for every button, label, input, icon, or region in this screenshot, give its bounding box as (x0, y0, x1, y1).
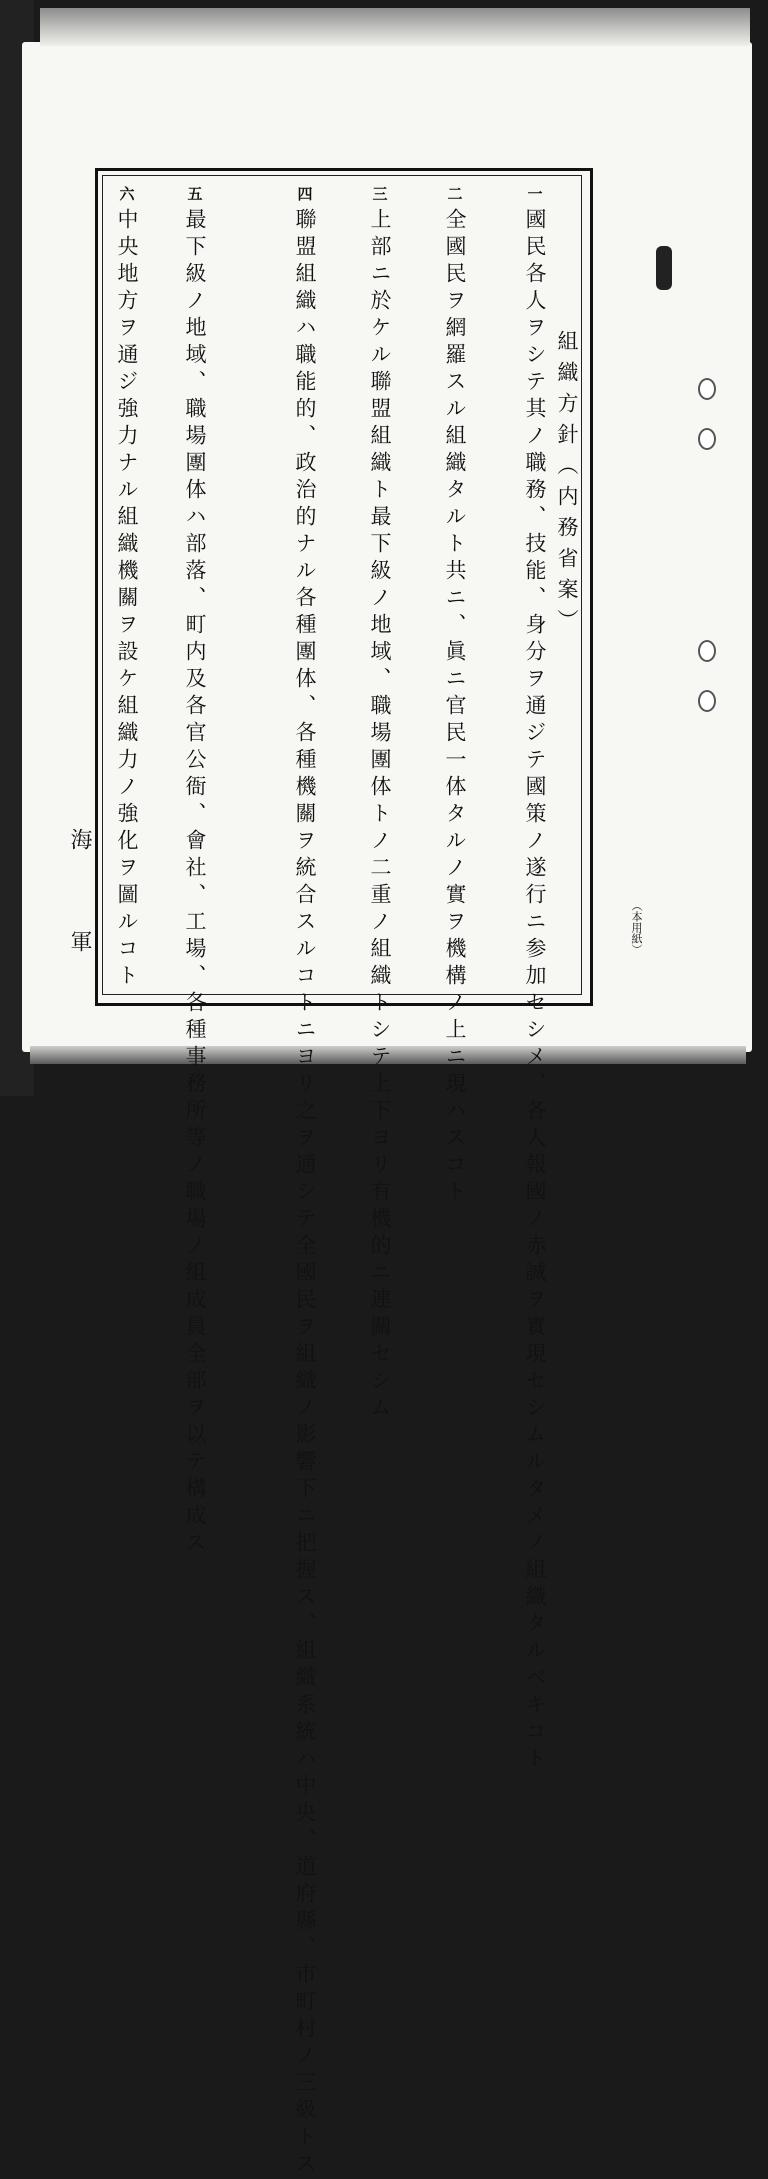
item-number: 一 (527, 185, 543, 203)
document-frame-inner (102, 175, 582, 995)
item-1 (520, 183, 550, 1774)
item-text: 上部ニ於ケル聯盟組織ト最下級ノ地域、職場團体トノ二重ノ組織トシテ上下ヨリ有機的ニ連關セシム (368, 208, 392, 1423)
item-text: 中央地方ヲ通ジ強力ナル組織機關ヲ設ケ組織力ノ強化ヲ圖ルコト (115, 208, 139, 991)
item-2 (440, 183, 470, 1207)
navy-stamp-2: 軍 (67, 930, 92, 952)
binding-hole-4 (698, 690, 716, 712)
document-title-text: 組織方針（内務省案） (555, 330, 579, 640)
navy-stamp-1: 海 (67, 828, 92, 850)
item-6 (112, 183, 142, 991)
item-text: 聯盟組織ハ職能的、政治的ナル各種團体、各種機關ヲ統合スルコトニヨリ之ヲ通シテ全國民ヲ組織ノ影響下ニ把握ス、組織系統ハ中央、道府縣、市町村ノ三級トス (293, 208, 317, 2179)
item-number: 三 (372, 185, 388, 203)
document-title (552, 330, 586, 644)
item-text: 國民各人ヲシテ其ノ職務、技能、身分ヲ通ジテ國策ノ遂行ニ参加セシメ、各人報國ノ赤誠ヲ實現セシムルタメノ組織タルベキコト (523, 208, 547, 1774)
binding-hole-2 (698, 428, 716, 450)
ink-mark (656, 246, 672, 290)
item-number: 六 (119, 185, 135, 203)
item-text: 全國民ヲ網羅スル組織タルト共ニ、眞ニ官民一体タルノ實ヲ機構ノ上ニ現ハスコト (443, 208, 467, 1207)
item-text: 最下級ノ地域、職場團体ハ部落、町内及各官公衙、會社、工場、各種事務所等ノ職場ノ組成員全部ヲ以テ構成ス (183, 208, 207, 1558)
scan-top-edge (40, 8, 750, 46)
item-number: 二 (447, 185, 463, 203)
item-4 (290, 183, 320, 2179)
item-number: 五 (187, 185, 203, 203)
binding-hole-3 (698, 640, 716, 662)
binding-hole-1 (698, 378, 716, 400)
item-number: 四 (297, 185, 313, 203)
item-5 (180, 183, 210, 1558)
item-3 (365, 183, 395, 1423)
paper-note: （本用紙） (630, 900, 643, 955)
